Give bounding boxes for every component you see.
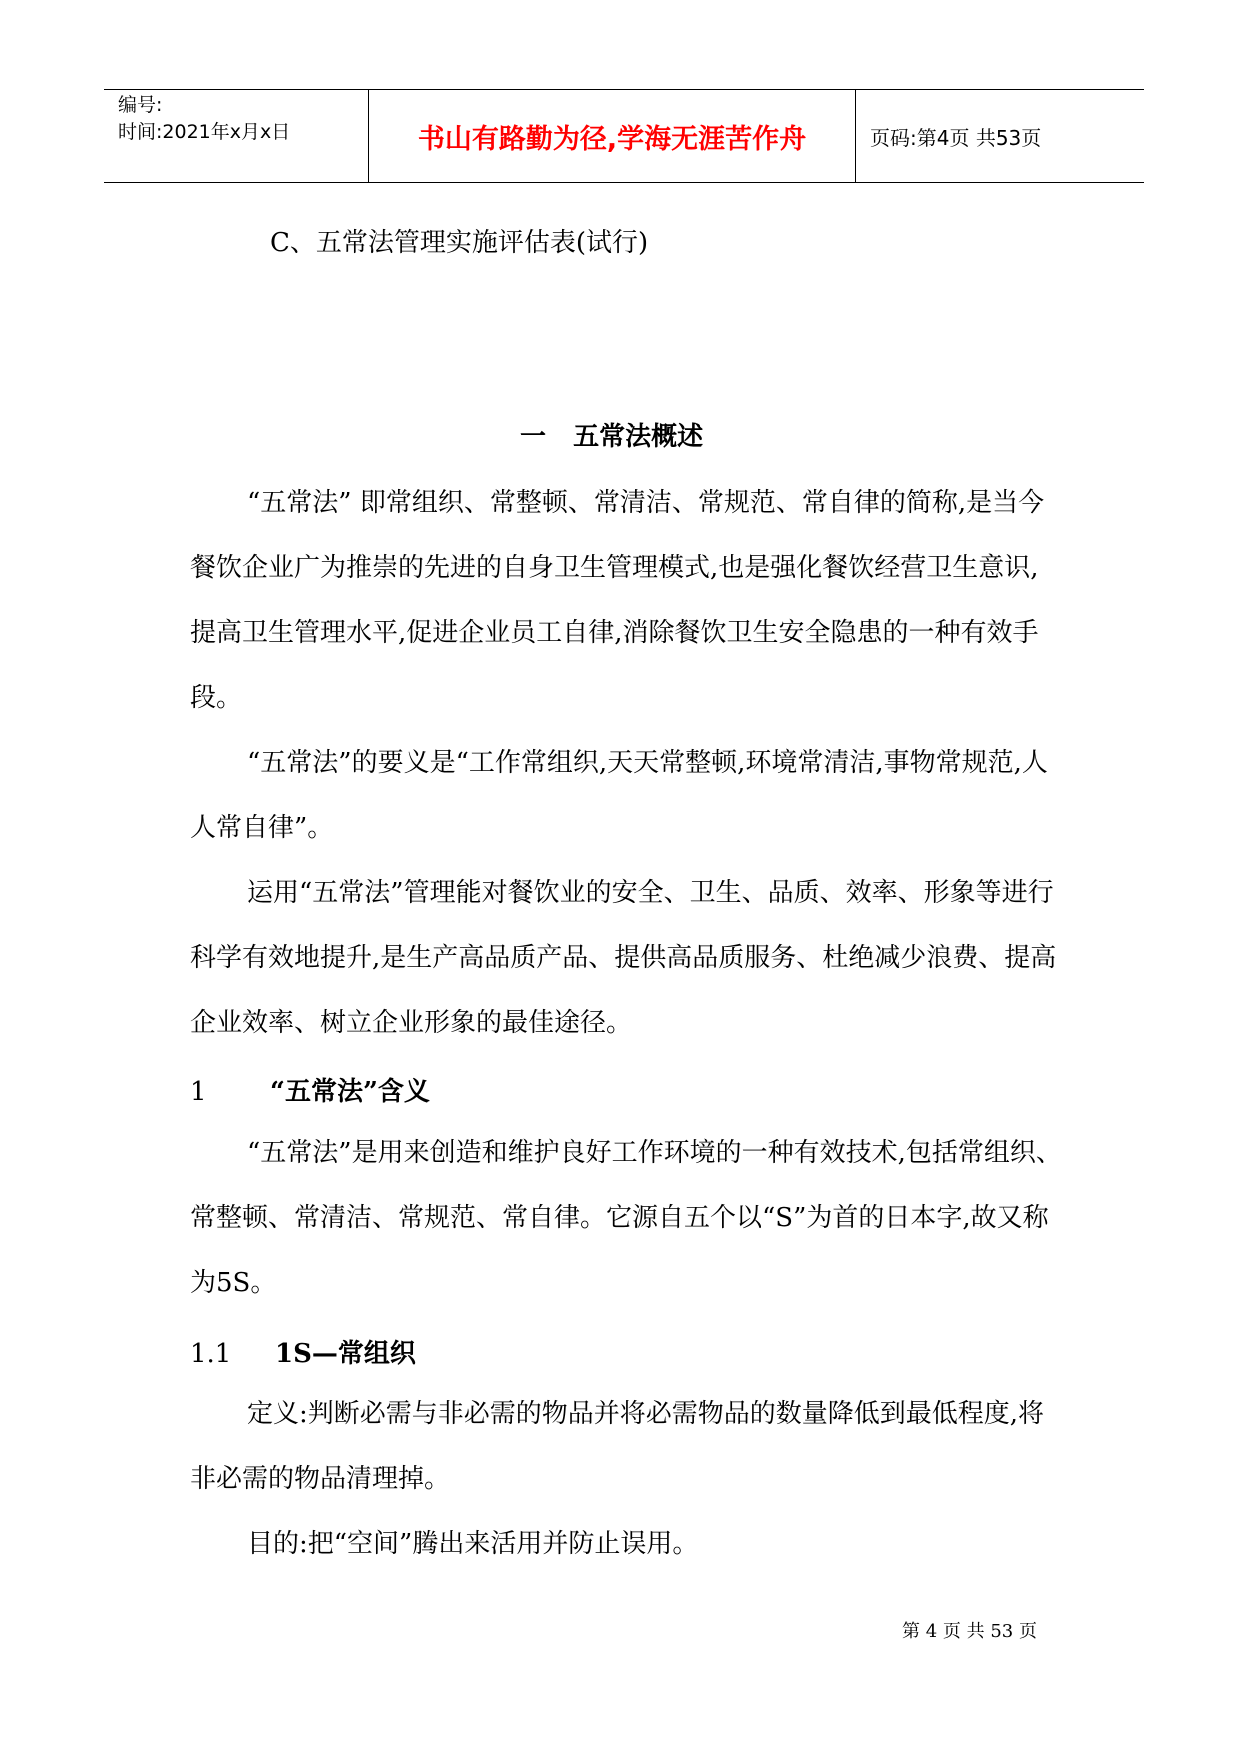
paragraph-definition: 定义:判断必需与非必需的物品并将必需物品的数量降低到最低程度,将非必需的物品清理掉。 <box>190 1399 1045 1494</box>
subheading-1-number: 1 <box>190 1077 207 1107</box>
paragraph-purpose: 目的:把“空间”腾出来活用并防止误用。 <box>247 1529 699 1559</box>
time-label: 时间:2021年x月x日 <box>118 121 291 143</box>
header-info <box>104 90 368 182</box>
page-footer: 第 4 页 共 53 页 <box>902 1621 1037 1642</box>
toc-item: C、五常法管理实施评估表(试行) <box>270 228 649 258</box>
header-page-label: 页码:第4页 共53页 <box>870 125 1042 150</box>
subheading-2-number: 1.1 <box>190 1339 232 1369</box>
subheading-2-title: 1S—常组织 <box>275 1339 416 1369</box>
paragraph-benefits: 运用“五常法”管理能对餐饮业的安全、卫生、品质、效率、形象等进行科学有效地提升,是生产高品质产品、提供高品质服务、杜绝减少浪费、提高企业效率、树立企业形象的最佳途径。 <box>190 878 1057 1038</box>
subheading-1-title: “五常法”含义 <box>270 1077 430 1107</box>
number-label: 编号: <box>118 94 163 116</box>
paragraph-essence: “五常法”的要义是“工作常组织,天天常整顿,环境常清洁,事物常规范,人人常自律”。 <box>190 748 1048 843</box>
paragraph-intro: “五常法” 即常组织、常整顿、常清洁、常规范、常自律的简称,是当今餐饮企业广为推崇的先进的自身卫生管理模式,也是强化餐饮经营卫生意识,提高卫生管理水平,促进企业员工自律,消除餐饮卫生安全隐患的一种有效手段。 <box>190 488 1045 713</box>
header-motto: 书山有路勤为径,学海无涯苦作舟 <box>368 90 856 182</box>
page-header <box>104 89 1144 183</box>
section-title: 一 五常法概述 <box>520 422 704 452</box>
paragraph-meaning: “五常法”是用来创造和维护良好工作环境的一种有效技术,包括常组织、常整顿、常清洁、常规范、常自律。它源自五个以“S”为首的日本字,故又称为5S。 <box>190 1138 1062 1298</box>
